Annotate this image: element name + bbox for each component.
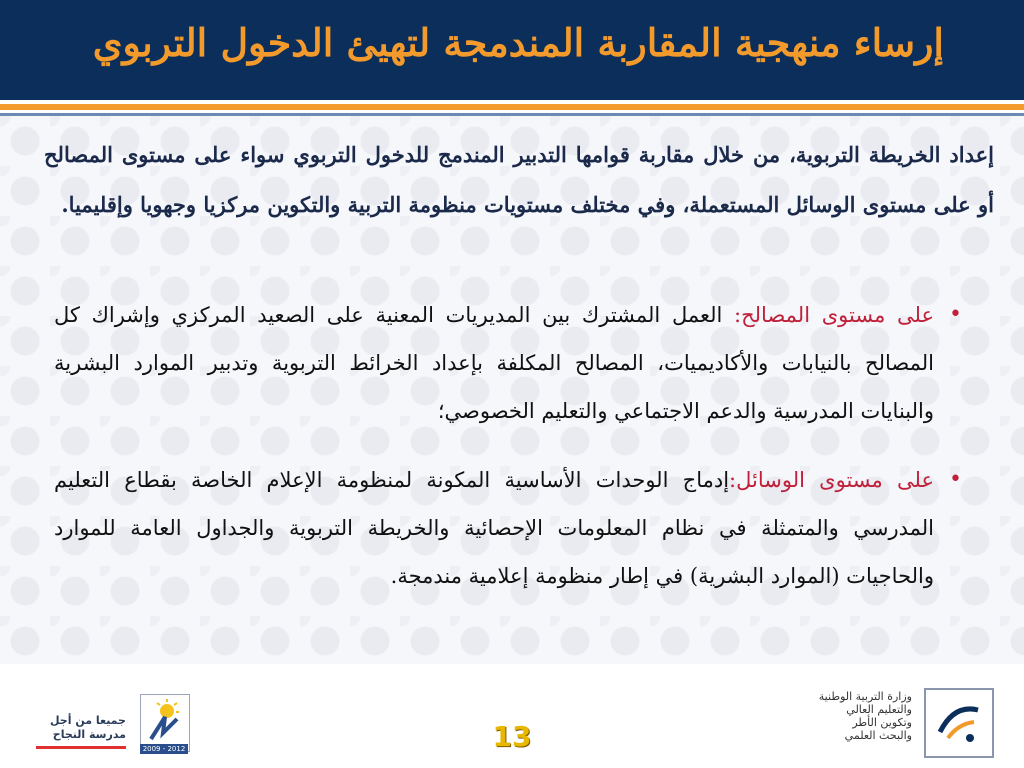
bullet-services: [54, 291, 962, 435]
ministry-logo-icon: [924, 688, 994, 758]
ministry-line: والبحث العلمي: [844, 729, 912, 742]
slogan: [36, 714, 126, 742]
bullet-dot-icon: •: [949, 302, 962, 327]
ministry-line: وزارة التربية الوطنية: [818, 690, 912, 703]
ministry-line: وتكوين الأطر: [852, 716, 912, 729]
bullet-label: على مستوى الوسائل:: [729, 468, 934, 492]
intro-paragraph: إعداد الخريطة التربوية، من خلال مقاربة قوامها التدبير المندمج للدخول التربوي سواء على مستوى المصالح أو على مستوى الوسائل المستعملة، وفي مختلف مستويات منظومة التربية والتكوين مركزيا وجهويا وإقليميا.: [44, 142, 994, 217]
slide-header: [0, 0, 1024, 100]
slide-body: [0, 116, 1024, 664]
bullet-means: [54, 456, 962, 600]
slide-title: إرساء منهجية المقاربة المندمجة لتهيئ الدخول التربوي: [92, 20, 944, 65]
slogan-line: جميعا من أجل: [49, 714, 126, 727]
bullet-text: العمل المشترك بين المديريات المعنية على الصعيد المركزي وإشراك كل المصالح بالنيابات والأكاديميات، المصالح المكلفة بإعداد الخرائط التربوية وتدبير الموارد البشرية والبنايات المدرسية والدعم الاجتماعي والتعليم الخصوصي؛: [54, 303, 934, 423]
slogan-line: مدرسة النجاح: [52, 728, 126, 741]
bullet-text: إدماج الوحدات الأساسية المكونة لمنظومة الإعلام الخاصة بقطاع التعليم المدرسي والمتمثلة في نظام المعلومات الإحصائية والخريطة التربوية والجداول العامة للموارد والحاجيات (الموارد البشرية) في إطار منظومة إعلامية مندمجة.: [54, 468, 934, 588]
page-number: 13: [492, 720, 532, 753]
ministry-name: [819, 690, 912, 742]
slogan-underline: [36, 746, 126, 749]
bullet-dot-icon: •: [949, 467, 962, 492]
slide-footer: [0, 664, 1024, 768]
ministry-line: والتعليم العالي: [846, 703, 912, 716]
bullet-label: على مستوى المصالح:: [734, 303, 934, 327]
emblem-years: 2009 - 2012: [140, 744, 188, 754]
